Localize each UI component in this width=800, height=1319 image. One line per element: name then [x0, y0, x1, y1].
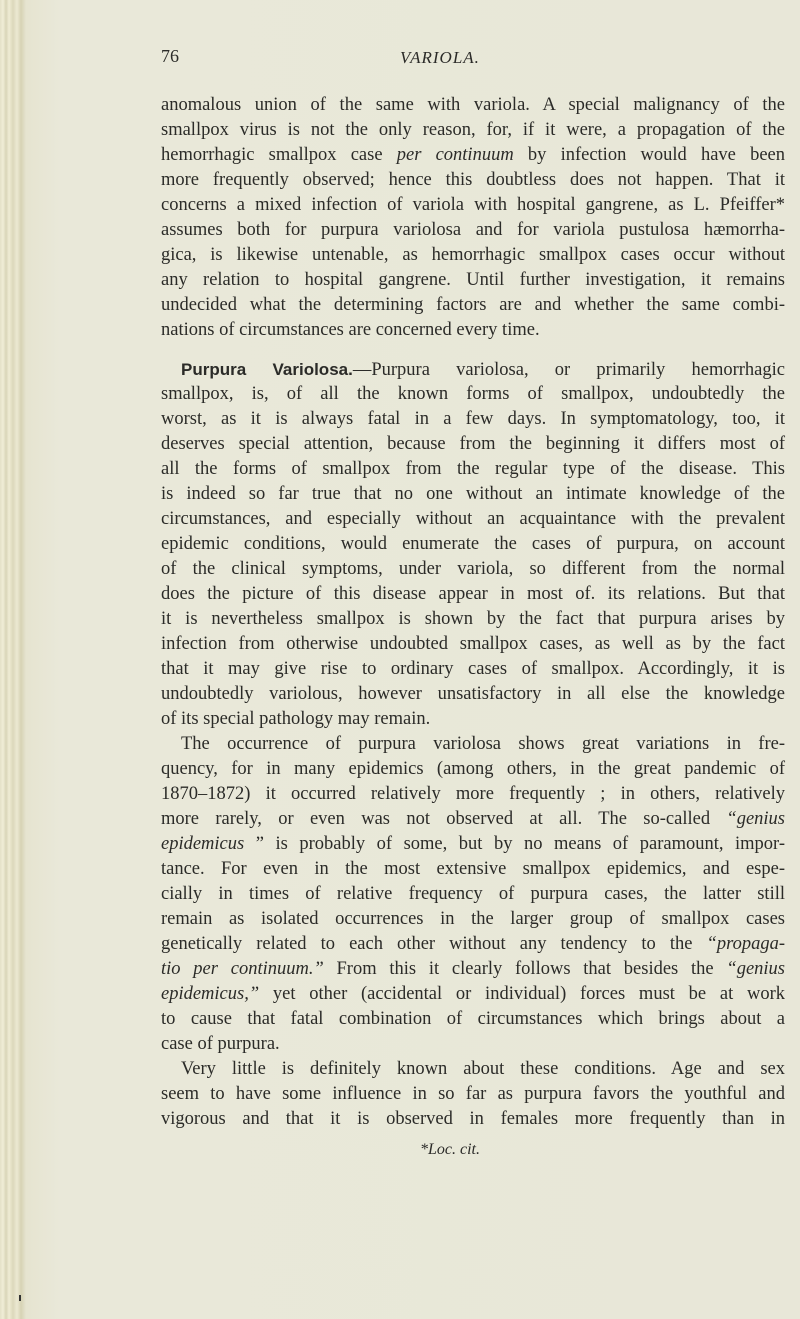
text-segment: From this it clearly follows that besides the — [323, 959, 727, 979]
footnote: *Loc. cit. — [420, 1141, 480, 1158]
text-line — [161, 482, 785, 507]
italic-text: “genius — [726, 809, 785, 829]
text-segment: hemorrhagic smallpox case — [161, 145, 397, 165]
text-line — [161, 807, 785, 832]
text-segment: smallpox, is, of all the known forms of smallpox, undoubtedly the — [161, 384, 785, 404]
paragraph — [161, 732, 785, 1057]
text-segment: seem to have some influence in so far as purpura favors the youthful and — [161, 1084, 785, 1104]
text-segment: gica, is likewise untenable, as hemorrhagic smallpox cases occur without — [161, 245, 785, 265]
page-number: 76 — [161, 46, 179, 66]
text-line — [161, 732, 785, 757]
text-segment: any relation to hospital gangrene. Until further investigation, it remains — [161, 270, 785, 290]
text-segment: by infection would have been — [513, 145, 785, 165]
text-segment: does the picture of this disease appear in most of. its relations. But that — [161, 584, 785, 604]
text-line — [161, 907, 785, 932]
text-line — [161, 607, 785, 632]
text-line — [161, 1032, 785, 1057]
text-segment: all the forms of smallpox from the regular type of the disease. This — [161, 459, 785, 479]
text-segment: epidemic conditions, would enumerate the cases of purpura, on account — [161, 534, 785, 554]
italic-text: epidemicus — [161, 834, 245, 854]
text-segment: quency, for in many epidemics (among others, in the great pandemic of — [161, 759, 785, 779]
text-segment: case of purpura. — [161, 1034, 280, 1054]
text-line — [161, 218, 785, 243]
text-segment: undoubtedly variolous, however unsatisfactory in all else the knowledge — [161, 684, 785, 704]
text-segment: worst, as it is always fatal in a few days. In symptomatology, too, it — [161, 409, 785, 429]
text-segment: more frequently observed; hence this doubtless does not happen. That it — [161, 170, 785, 190]
text-line — [161, 932, 785, 957]
text-segment: genetically related to each other without any tendency to the — [161, 934, 707, 954]
italic-text: “propaga- — [706, 934, 785, 954]
text-line — [161, 982, 785, 1007]
text-segment: it is nevertheless smallpox is shown by the fact that purpura arises by — [161, 609, 785, 629]
italic-text: tio per continuum.” — [161, 959, 324, 979]
text-segment: that it may give rise to ordinary cases of smallpox. Accordingly, it is — [161, 659, 785, 679]
running-title: VARIOLA. — [400, 48, 480, 67]
text-segment: tance. For even in the most extensive smallpox epidemics, and espe- — [161, 859, 785, 879]
body-text — [161, 93, 785, 1132]
text-segment: of its special pathology may remain. — [161, 709, 431, 729]
text-segment: assumes both for purpura variolosa and for variola pustulosa hæmorrha- — [161, 220, 785, 240]
text-segment: of the clinical symptoms, under variola, so different from the normal — [161, 559, 785, 579]
text-segment: to cause that fatal combination of circumstances which brings about a — [161, 1009, 785, 1029]
text-segment: undecided what the determining factors are and whether the same combi- — [161, 295, 785, 315]
text-segment: deserves special attention, because from the beginning it differs most of — [161, 434, 785, 454]
text-segment: 1870–1872) it occurred relatively more frequently ; in others, relatively — [161, 784, 785, 804]
text-line — [161, 882, 785, 907]
text-line — [161, 382, 785, 407]
text-line — [161, 707, 785, 732]
italic-text: per continuum — [396, 145, 514, 165]
text-line — [161, 632, 785, 657]
text-segment: yet other (accidental or individual) forces must be at work — [259, 984, 785, 1004]
text-line — [161, 168, 785, 193]
text-line — [161, 657, 785, 682]
section-heading: Purpura Variolosa. — [181, 360, 353, 379]
text-segment: The occurrence of purpura variolosa shows great variations in fre- — [181, 734, 785, 754]
text-line — [161, 957, 785, 982]
text-line — [161, 193, 785, 218]
italic-text: “genius — [726, 959, 785, 979]
text-line — [161, 293, 785, 318]
text-line — [161, 118, 785, 143]
text-segment: Very little is definitely known about these conditions. Age and sex — [181, 1059, 785, 1079]
page-edge-mark — [19, 1295, 21, 1301]
text-line — [161, 682, 785, 707]
italic-text: epidemicus,” — [161, 984, 260, 1004]
paragraph — [161, 1057, 785, 1132]
text-line — [161, 857, 785, 882]
text-line — [161, 143, 785, 168]
text-line — [161, 1082, 785, 1107]
text-line — [161, 268, 785, 293]
text-line — [161, 243, 785, 268]
text-line — [161, 757, 785, 782]
text-line — [161, 432, 785, 457]
text-line — [161, 507, 785, 532]
text-line — [161, 357, 785, 382]
text-segment: is indeed so far true that no one without an intimate knowledge of the — [161, 484, 785, 504]
text-line — [161, 1107, 785, 1132]
text-line — [161, 318, 785, 343]
text-line — [161, 1057, 785, 1082]
text-segment: smallpox virus is not the only reason, for, if it were, a propagation of the — [161, 120, 785, 140]
text-segment: concerns a mixed infection of variola with hospital gangrene, as L. Pfeiffer* — [161, 195, 785, 215]
text-segment: nations of circumstances are concerned every time. — [161, 320, 540, 340]
text-line — [161, 557, 785, 582]
text-segment: —Purpura variolosa, or primarily hemorrhagic — [352, 360, 785, 380]
text-segment: ” is probably of some, but by no means of paramount, impor- — [244, 834, 785, 854]
text-line — [161, 532, 785, 557]
text-segment: infection from otherwise undoubted smallpox cases, as well as by the fact — [161, 634, 785, 654]
text-segment: vigorous and that it is observed in females more frequently than in — [161, 1109, 785, 1129]
text-line — [161, 782, 785, 807]
text-line — [161, 832, 785, 857]
text-segment: more rarely, or even was not observed at all. The so-called — [161, 809, 727, 829]
text-line — [161, 457, 785, 482]
text-line — [161, 407, 785, 432]
text-segment: remain as isolated occurrences in the larger group of smallpox cases — [161, 909, 785, 929]
text-segment: circumstances, and especially without an acquaintance with the prevalent — [161, 509, 785, 529]
paragraph — [161, 93, 785, 343]
text-segment: anomalous union of the same with variola. A special malignancy of the — [161, 95, 785, 115]
text-line — [161, 1007, 785, 1032]
text-line — [161, 93, 785, 118]
text-line — [161, 582, 785, 607]
text-segment: cially in times of relative frequency of purpura cases, the latter still — [161, 884, 785, 904]
paragraph — [161, 357, 785, 732]
